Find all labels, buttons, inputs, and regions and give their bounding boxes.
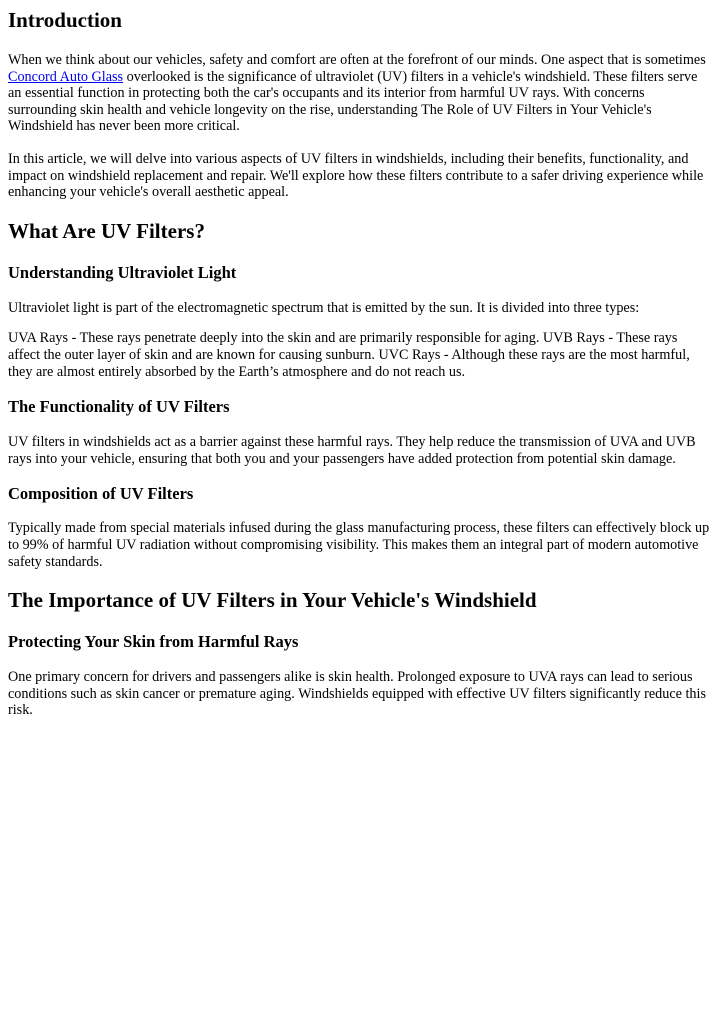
functionality-paragraph: UV filters in windshields act as a barrier against these harmful rays. They help reduce the transmission of UVA and UVB rays into your vehicle, ensuring that both you and your passengers have added protection from potential skin damage.	[8, 434, 696, 467]
introduction-paragraph-1	[8, 52, 712, 135]
introduction-text-after-link: overlooked is the significance of ultraviolet (UV) filters in a vehicle's windshield. These filters serve an essential function in protecting both the car's occupants and its interior from harmful UV rays. With concerns surrounding skin health and vehicle longevity on the rise, understanding The Role of UV Filters in Your Vehicle's Windshield has never been more critical.	[8, 68, 698, 135]
understanding-ultraviolet-light-heading: Understanding Ultraviolet Light	[8, 262, 237, 282]
introduction-heading: Introduction	[8, 8, 122, 32]
ultraviolet-light-paragraph: Ultraviolet light is part of the electromagnetic spectrum that is emitted by the sun. It is divided into three types:	[8, 299, 640, 316]
introduction-text-before-link: When we think about our vehicles, safety and comfort are often at the forefront of our minds. One aspect that is sometimes	[8, 52, 706, 68]
composition-heading: Composition of UV Filters	[8, 484, 194, 504]
importance-heading: The Importance of UV Filters in Your Vehicle's Windshield	[8, 588, 537, 613]
concord-auto-glass-link[interactable]: Concord Auto Glass	[8, 68, 124, 85]
functionality-heading: The Functionality of UV Filters	[8, 397, 230, 417]
composition-paragraph: Typically made from special materials infused during the glass manufacturing process, these filters can effectively block up to 99% of harmful UV radiation without compromising visibility. This makes them an integral part of modern automotive safety standards.	[8, 520, 710, 570]
uv-ray-types-paragraph: UVA Rays - These rays penetrate deeply into the skin and are primarily responsible for aging. UVB Rays - These rays affect the outer layer of skin and are known for causing sunburn. UVC Rays - Although these rays are the most harmful, they are almost entirely absorbed by the Earth’s atmosphere and do not reach us.	[8, 330, 690, 380]
introduction-paragraph-2: In this article, we will delve into various aspects of UV filters in windshields, including their benefits, functionality, and impact on windshield replacement and repair. We'll explore how these filters contribute to a safer driving experience while enhancing your vehicle's overall aesthetic appeal.	[8, 150, 704, 201]
protecting-skin-heading: Protecting Your Skin from Harmful Rays	[8, 632, 299, 652]
what-are-uv-filters-heading: What Are UV Filters?	[8, 218, 205, 243]
protecting-skin-paragraph: One primary concern for drivers and passengers alike is skin health. Prolonged exposure to UVA rays can lead to serious conditions such as skin cancer or premature aging. Windshields equipped with effective UV filters significantly reduce this risk.	[8, 669, 706, 719]
